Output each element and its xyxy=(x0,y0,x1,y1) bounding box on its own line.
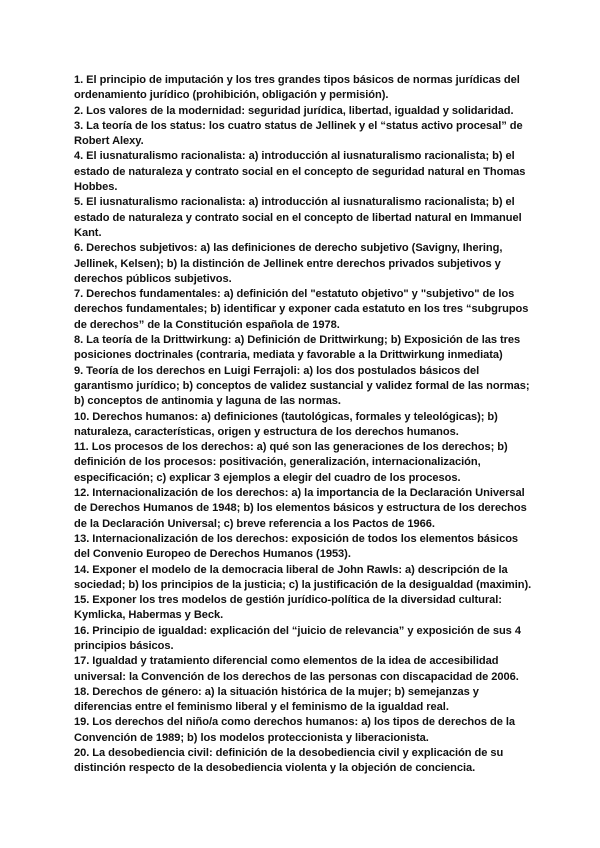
list-item-3: 3. La teoría de los status: los cuatro status de Jellinek y el “status activo procesal” de Robert Alexy. xyxy=(74,119,523,148)
list-item-19: 19. Los derechos del niño/a como derechos humanos: a) los tipos de derechos de la Convención de 1989; b) los modelos proteccionista y liberacionista. xyxy=(74,716,516,744)
list-item-1: 1. El principio de imputación y los tres grandes tipos básicos de normas jurídicas del ordenamiento jurídico (prohibición, obligación y permisión). xyxy=(74,74,520,102)
list-item-2: 2. Los valores de la modernidad: seguridad jurídica, libertad, igualdad y solidaridad. xyxy=(74,104,514,117)
list-item-7: 7. Derechos fundamentales: a) definición del "estatuto objetivo" y "subjetivo" de los derechos fundamentales; b) identificar y exponer cada estatuto en los tres “subgrupos de derechos” de la Constitución española de 1978. xyxy=(74,288,529,331)
list-item-15: 15. Exponer los tres modelos de gestión jurídico-política de la diversidad cultural: Kymlicka, Habermas y Beck. xyxy=(74,594,502,622)
list-item-14: 14. Exponer el modelo de la democracia liberal de John Rawls: a) descripción de la sociedad; b) los principios de la justicia; c) la justificación de la desigualdad (maximin). xyxy=(74,563,532,591)
list-item-10: 10. Derechos humanos: a) definiciones (tautológicas, formales y teleológicas); b) naturaleza, características, origen y estructura de los derechos humanos. xyxy=(74,410,498,438)
list-item-8: 8. La teoría de la Drittwirkung: a) Definición de Drittwirkung; b) Exposición de las tres posiciones doctrinales (contraria, mediata y favorable a la Drittwirkung inmediata) xyxy=(74,334,521,362)
list-item-5: 5. El iusnaturalismo racionalista: a) introducción al iusnaturalismo racionalista; b) el estado de naturaleza y contrato social en el concepto de libertad natural en Immanuel Kant. xyxy=(74,196,522,239)
list-item-16: 16. Principio de igualdad: explicación del “juicio de relevancia” y exposición de sus 4 principios básicos. xyxy=(74,624,521,652)
list-item-11: 11. Los procesos de los derechos: a) qué son las generaciones de los derechos; b) definición de los procesos: positivación, generalización, internacionalización, especificación; c) explicar 3 ejemplos a elegir del cuadro de los procesos. xyxy=(74,441,508,484)
list-item-4: 4. El iusnaturalismo racionalista: a) introducción al iusnaturalismo racionalista; b) el estado de naturaleza y contrato social en el concepto de seguridad natural en Thomas Hobbes. xyxy=(74,150,526,194)
list-item-20: 20. La desobediencia civil: definición de la desobediencia civil y explicación de su distinción respecto de la desobediencia violenta y la objeción de conciencia. xyxy=(74,747,504,775)
list-item-18: 18. Derechos de género: a) la situación histórica de la mujer; b) semejanzas y diferencias entre el feminismo liberal y el feminismo de la igualdad real. xyxy=(74,685,479,714)
list-item-13: 13. Internacionalización de los derechos: exposición de todos los elementos básicos del Convenio Europeo de Derechos Humanos (1953). xyxy=(74,532,519,561)
list-item-6: 6. Derechos subjetivos: a) las definiciones de derecho subjetivo (Savigny, Ihering, Jellinek, Kelsen); b) la distinción de Jellinek entre derechos privados subjetivos y derechos públicos subjetivos. xyxy=(74,242,503,285)
list-item-12: 12. Internacionalización de los derechos: a) la importancia de la Declaración Universal de Derechos Humanos de 1948; b) los elementos básicos y estructura de los derechos de la Declaración Universal; c) breve referencia a los Pactos de 1966. xyxy=(74,487,527,530)
list-item-17: 17. Igualdad y tratamiento diferencial como elementos de la idea de accesibilidad universal: la Convención de los derechos de las personas con discapacidad de 2006. xyxy=(74,655,519,683)
list-item-9: 9. Teoría de los derechos en Luigi Ferrajoli: a) los dos postulados básicos del garantismo jurídico; b) conceptos de validez sustancial y validez formal de las normas; b) conceptos de antinomia y laguna de las normas. xyxy=(74,364,530,408)
topics-list xyxy=(74,73,536,777)
